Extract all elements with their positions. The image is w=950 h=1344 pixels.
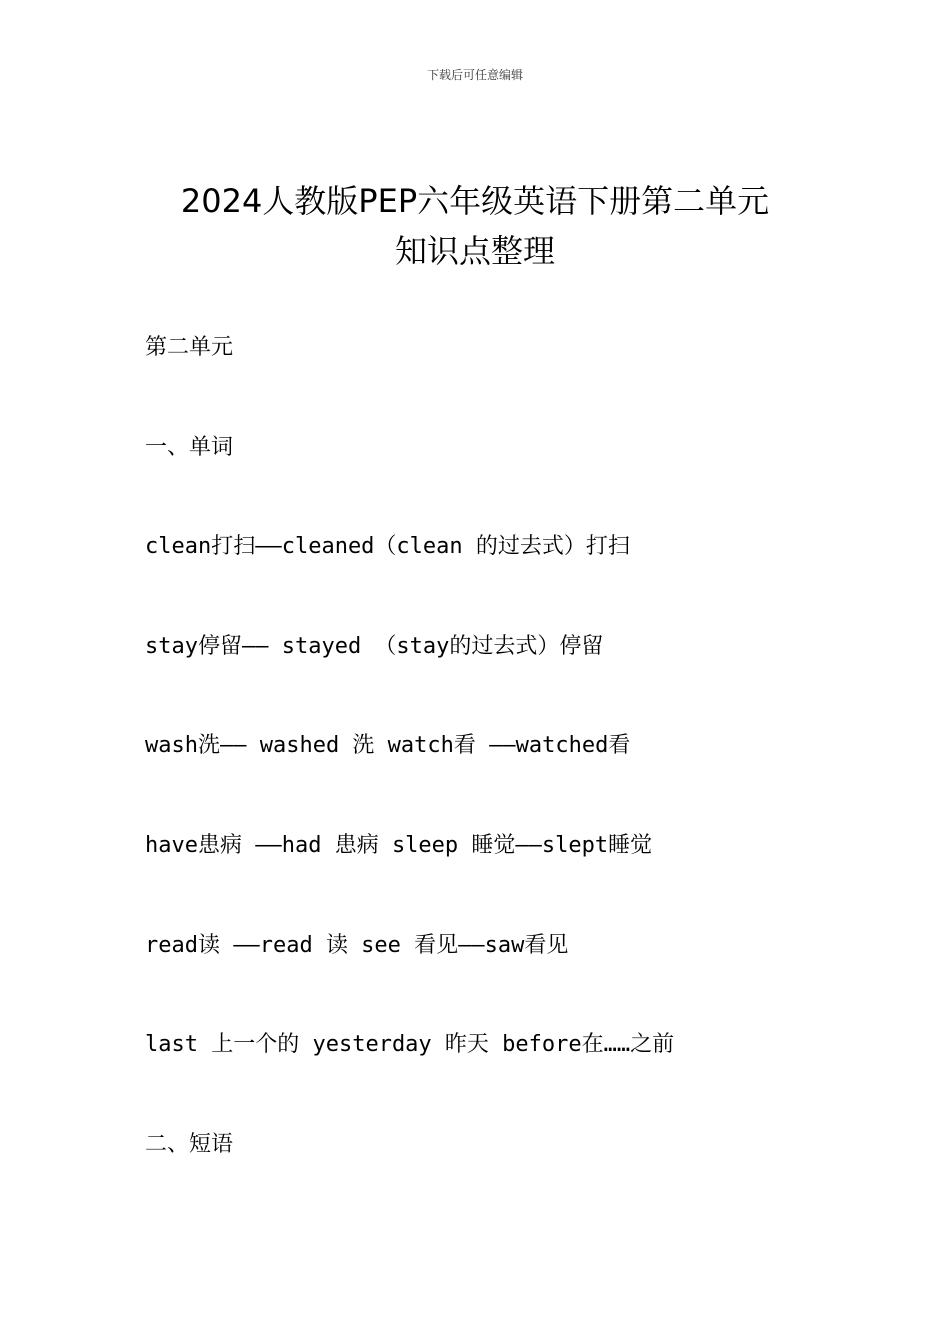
- title-line-2: 知识点整理: [394, 232, 555, 270]
- vocab-line: stay停留—— stayed （stay的过去式）停留: [145, 633, 604, 659]
- page-header: 下载后可任意编辑: [426, 68, 523, 82]
- unit-heading: 第二单元: [145, 335, 234, 360]
- vocab-line: have患病 ——had 患病 sleep 睡觉——slept睡觉: [145, 832, 653, 858]
- title-line-1: 2024人教版PEP六年级英语下册第二单元: [180, 182, 770, 220]
- vocab-line: wash洗—— washed 洗 watch看 ——watched看: [145, 733, 631, 759]
- vocab-line: clean打扫——cleaned（clean 的过去式）打扫: [145, 534, 630, 560]
- document-title: [100, 176, 850, 276]
- section-heading-phrases: 二、短语: [145, 1131, 234, 1157]
- document-body: [145, 332, 845, 1228]
- vocab-line: read读 ——read 读 see 看见——saw看见: [145, 932, 569, 958]
- vocab-line: last 上一个的 yesterday 昨天 before在……之前: [145, 1032, 675, 1058]
- section-heading-words: 一、单词: [145, 434, 234, 460]
